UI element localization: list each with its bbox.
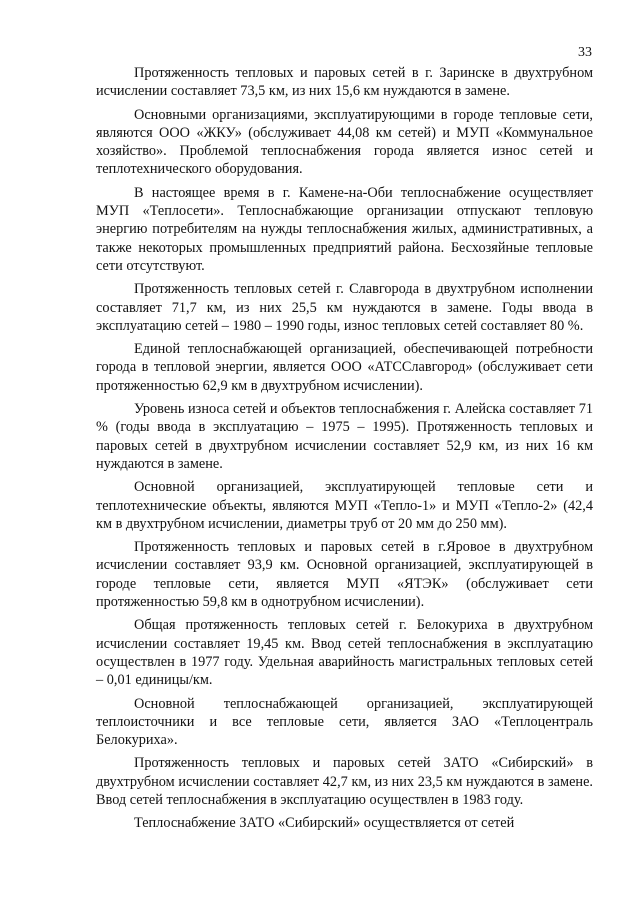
paragraph-belokurikha-networks: Общая протяженность тепловых сетей г. Белокуриха в двухтрубном исчислении составляет 19,45 км. Ввод сетей теплоснабжения в эксплуатацию осуществлен в 1977 году. Удельная аварийность магистральных тепловых сетей – 0,01 единицы/км. (96, 617, 593, 689)
paragraph-aleysk-wear: Уровень износа сетей и объектов теплоснабжения г. Алейска составляет 71 % (годы ввода в эксплуатацию – 1975 – 1995). Протяженность тепловых и паровых сетей в двухтрубном исчислении составляет 52,9 км, из них 16 км нуждаются в замене. (96, 401, 593, 472)
paragraph-zato-sibirsky-supply: Теплоснабжение ЗАТО «Сибирский» осуществляется от сетей (134, 815, 515, 832)
paragraph-yarovoe: Протяженность тепловых и паровых сетей в г.Яровое в двухтрубном исчислении составляет 93,9 км. Основной организацией, эксплуатирующей в городе тепловые сети, является МУП «ЯТЭК» (обслуживает сети протяженностью 59,8 км в однотрубном исчислении). (96, 539, 593, 611)
paragraph-belokurikha-operator: Основной теплоснабжающей организацией, эксплуатирующей теплоисточники и все тепловые сети, является ЗАО «Теплоцентраль Белокуриха». (96, 695, 593, 749)
paragraph-zato-sibirsky-networks: Протяженность тепловых и паровых сетей ЗАТО «Сибирский» в двухтрубном исчислении составляет 42,7 км, из них 23,5 км нуждаются в замене. Ввод сетей теплоснабжения в эксплуатацию осуществлен в 1983 году. (96, 755, 593, 808)
paragraph-kamen-na-obi: В настоящее время в г. Камене-на-Оби теплоснабжение осуществляет МУП «Теплосети». Теплоснабжающие организации отпускают тепловую энергию потребителям на нужды теплоснабжения жилых, административных, а также некоторых промышленных предприятий района. Бесхозяйные тепловые сети отсутствуют. (96, 184, 593, 274)
page-number: 33 (578, 45, 592, 60)
paragraph-zarinsk-networks: Протяженность тепловых и паровых сетей в г. Заринске в двухтрубном исчислении составляет 73,5 км, из них 15,6 км нуждаются в замене. (96, 65, 593, 100)
paragraph-slavgorod-networks: Протяженность тепловых сетей г. Славгорода в двухтрубном исполнении составляет 71,7 км, из них 25,5 км нуждаются в замене. Годы ввода в эксплуатацию сетей – 1980 – 1990 годы, износ тепловых сетей составляет 80 %. (96, 281, 593, 334)
paragraph-aleysk-operators: Основной организацией, эксплуатирующей тепловые сети и теплотехнические объекты, являются МУП «Тепло-1» и МУП «Тепло-2» (42,4 км в двухтрубном исчислении, диаметры труб от 20 мм до 250 мм). (96, 479, 593, 532)
document-body (96, 64, 593, 838)
paragraph-slavgorod-operator: Единой теплоснабжающей организацией, обеспечивающей потребности города в тепловой энергии, является ООО «АТССлавгород» (обслуживает сети протяженностью 62,9 км в двухтрубном исчислении). (96, 341, 593, 394)
paragraph-zarinsk-operators: Основными организациями, эксплуатирующими в городе тепловые сети, являются ООО «ЖКУ» (обслуживает 44,08 км сетей) и МУП «Коммунальное хозяйство». Проблемой теплоснабжения города является износ сетей и теплотехнического оборудования. (96, 106, 593, 178)
